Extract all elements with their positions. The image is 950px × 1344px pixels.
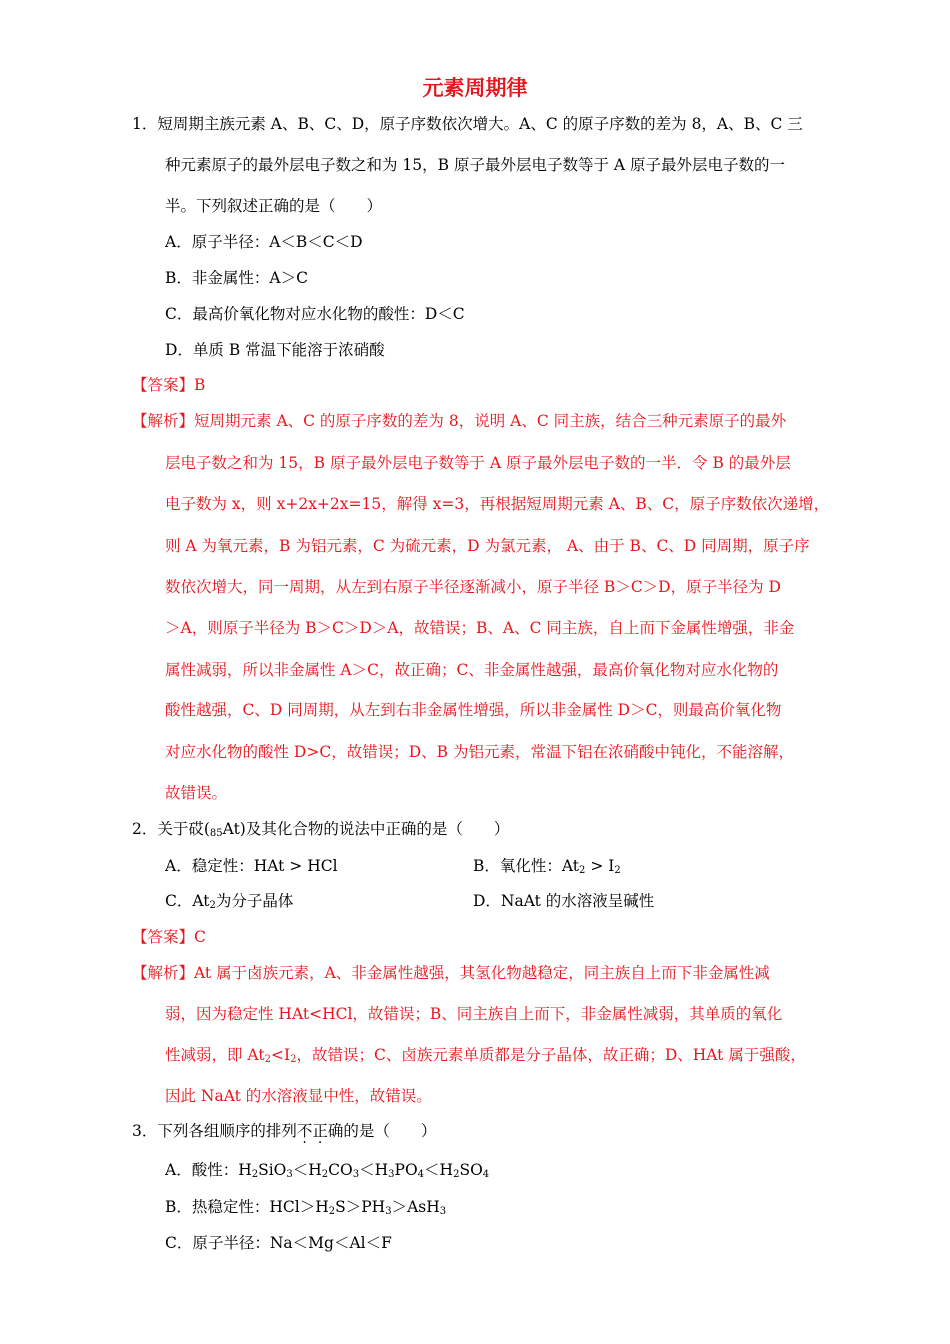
page-title: 元素周期律 bbox=[422, 76, 528, 100]
q1-analysis-line-10: 故错误。 bbox=[165, 784, 228, 802]
q1-analysis-line-1: 【解析】短周期元素 A、C 的原子序数的差为 8，说明 A、C 同主族，结合三种元素原子的最外 bbox=[132, 412, 787, 430]
q2-answer bbox=[132, 926, 206, 948]
q1-option-c: C．最高价氧化物对应水化物的酸性：D＜C bbox=[165, 305, 465, 323]
emphasis-dot-char: 不 bbox=[296, 1122, 313, 1140]
q2-analysis-line-4: 因此 NaAt 的水溶液显中性，故错误。 bbox=[165, 1087, 432, 1105]
analysis-label: 【解析】 bbox=[132, 964, 195, 982]
q3-option-b: B．热稳定性：$HCl>H_2S>PH_3>AsH_3$ bbox=[165, 1198, 447, 1217]
q1-analysis-line-7: 属性减弱，所以非金属性 A＞C，故正确；C、非金属性越强，最高价氧化物对应水化物的 bbox=[165, 661, 779, 679]
q1-analysis-line-2: 层电子数之和为 15，B 原子最外层电子数等于 A 原子最外层电子数的一半．令 B 的最外层 bbox=[165, 454, 791, 472]
q1-stem-line-3: 半。下列叙述正确的是（ ） bbox=[165, 197, 383, 215]
q1-analysis-line-5: 数依次增大，同一周期，从左到右原子半径逐渐减小，原子半径 B＞C＞D，原子半径为 D bbox=[165, 578, 781, 596]
q3-stem: 3．下列各组顺序的排列不正确的是（ ） bbox=[132, 1122, 437, 1140]
q1-stem-line-2: 种元素原子的最外层电子数之和为 15，B 原子最外层电子数等于 A 原子最外层电子数的一 bbox=[165, 156, 786, 174]
q1-option-d: D．单质 B 常温下能溶于浓硝酸 bbox=[165, 341, 385, 359]
analysis-label: 【解析】 bbox=[132, 412, 195, 430]
q2-stem: 2．关于砹(85At)及其化合物的说法中正确的是（ ） bbox=[132, 820, 510, 839]
answer-label: 【答案】 bbox=[132, 376, 195, 394]
q2-option-a: A．稳定性：HAt > HCl bbox=[165, 857, 338, 875]
q2-option-b: B．氧化性：$At_2 > I_2$ bbox=[473, 857, 621, 876]
answer-label: 【答案】 bbox=[132, 928, 195, 946]
q1-answer bbox=[132, 374, 205, 396]
q1-analysis-line-6: ＞A，则原子半径为 B＞C＞D＞A，故错误；B、A、C 同主族，自上而下金属性增强，非金 bbox=[165, 619, 795, 637]
q2-option-c: C．$At_2$为分子晶体 bbox=[165, 892, 294, 911]
q1-option-b: B．非金属性：A＞C bbox=[165, 269, 308, 287]
q1-analysis-line-9: 对应水化物的酸性 D>C，故错误；D、B 为铝元素，常温下铝在浓硝酸中钝化，不能溶解， bbox=[165, 743, 794, 761]
q2-analysis-line-1: 【解析】At 属于卤族元素，A、非金属性越强，其氢化物越稳定，同主族自上而下非金属性减 bbox=[132, 964, 770, 982]
q3-option-a: A．酸性：$H_2SiO_3<H_2CO_3<H_3PO_4<H_2SO_4$ bbox=[165, 1161, 490, 1180]
q1-stem-line-1: 1．短周期主族元素 A、B、C、D，原子序数依次增大。A、C 的原子序数的差为 8，A、B、C 三 bbox=[132, 115, 803, 133]
answer-value: C bbox=[194, 928, 206, 946]
q3-option-c: C．原子半径：Na＜Mg＜Al＜F bbox=[165, 1234, 392, 1252]
q2-option-d: D．NaAt 的水溶液呈碱性 bbox=[473, 892, 655, 910]
emphasis-dot-char: 正 bbox=[312, 1122, 328, 1140]
q1-option-a: A．原子半径：A＜B＜C＜D bbox=[165, 233, 363, 251]
q2-analysis-line-3: 性减弱，即 $At_2<I_2$，故错误；C、卤族元素单质都是分子晶体，故正确；D、HAt 属于强酸， bbox=[165, 1046, 806, 1065]
q2-analysis-line-2: 弱，因为稳定性 HAt<HCl，故错误；B、同主族自上而下，非金属性减弱，其单质的氧化 bbox=[165, 1005, 783, 1023]
q1-analysis-line-8: 酸性越强，C、D 同周期，从左到右非金属性增强，所以非金属性 D＞C，则最高价氧化物 bbox=[165, 701, 782, 719]
q1-analysis-line-4: 则 A 为氧元素，B 为铝元素，C 为硫元素，D 为氯元素， A、由于 B、C、D 同周期，原子序 bbox=[165, 537, 810, 555]
answer-value: B bbox=[194, 376, 206, 394]
q1-analysis-line-3: 电子数为 x，则 x+2x+2x=15，解得 x=3，再根据短周期元素 A、B、C，原子序数依次递增， bbox=[165, 495, 830, 513]
